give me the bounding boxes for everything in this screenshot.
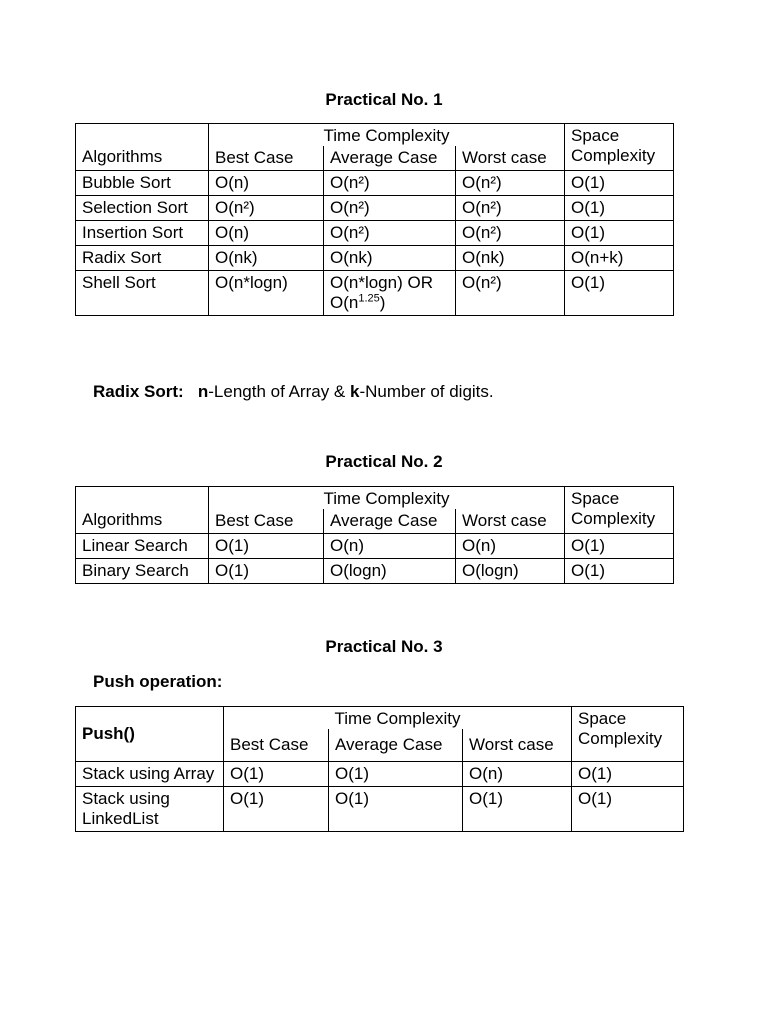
cell-average: O(1) bbox=[329, 762, 463, 787]
header-algorithms: Algorithms bbox=[76, 487, 209, 534]
header-average-case: Average Case bbox=[324, 509, 456, 534]
row-name: Binary Search bbox=[76, 559, 209, 584]
header-space-complexity: Space Complexity bbox=[572, 707, 684, 762]
cell-average: O(1) bbox=[329, 787, 463, 832]
cell-space: O(1) bbox=[565, 196, 674, 221]
push-operation-subheading: Push operation: bbox=[93, 672, 223, 691]
table-row bbox=[76, 221, 674, 246]
cell-worst: O(logn) bbox=[456, 559, 565, 584]
row-name: Radix Sort bbox=[76, 246, 209, 271]
note-n-text: -Length of Array & bbox=[208, 382, 350, 401]
table-row bbox=[76, 762, 684, 787]
header-worst-case: Worst case bbox=[456, 509, 565, 534]
header-average-case: Average Case bbox=[324, 146, 456, 171]
header-push: Push() bbox=[76, 707, 224, 762]
cell-space: O(1) bbox=[572, 787, 684, 832]
cell-best: O(1) bbox=[209, 534, 324, 559]
cell-average: O(n²) bbox=[324, 221, 456, 246]
cell-worst: O(n²) bbox=[456, 171, 565, 196]
header-time-complexity: Time Complexity bbox=[224, 707, 572, 730]
cell-average: O(nk) bbox=[324, 246, 456, 271]
practical-2-title: Practical No. 2 bbox=[325, 452, 443, 471]
practical-3-title: Practical No. 3 bbox=[325, 637, 443, 656]
header-time-complexity: Time Complexity bbox=[209, 487, 565, 510]
practical-1-title: Practical No. 1 bbox=[325, 90, 443, 109]
practical-3-table bbox=[75, 706, 684, 832]
header-best-case: Best Case bbox=[209, 146, 324, 171]
cell-average: O(n²) bbox=[324, 171, 456, 196]
row-name: Selection Sort bbox=[76, 196, 209, 221]
cell-worst: O(nk) bbox=[456, 246, 565, 271]
row-name: Stack using LinkedList bbox=[76, 787, 224, 832]
practical-2-table bbox=[75, 486, 674, 584]
radix-sort-note bbox=[93, 382, 494, 402]
row-name: Shell Sort bbox=[76, 271, 209, 316]
cell-worst: O(n²) bbox=[456, 221, 565, 246]
cell-space: O(1) bbox=[565, 559, 674, 584]
cell-space: O(n+k) bbox=[565, 246, 674, 271]
cell-best: O(n) bbox=[209, 221, 324, 246]
cell-best: O(nk) bbox=[209, 246, 324, 271]
table-row bbox=[76, 271, 674, 316]
average-line-2 bbox=[330, 293, 449, 313]
average-exponent: 1.25 bbox=[358, 292, 380, 305]
cell-worst: O(n²) bbox=[456, 196, 565, 221]
cell-best: O(1) bbox=[209, 559, 324, 584]
cell-average: O(logn) bbox=[324, 559, 456, 584]
average-line-1: O(n*logn) OR bbox=[330, 273, 433, 292]
table-header-row bbox=[76, 707, 684, 730]
cell-worst: O(1) bbox=[463, 787, 572, 832]
table-row bbox=[76, 787, 684, 832]
note-label: Radix Sort: bbox=[93, 382, 184, 401]
header-time-complexity: Time Complexity bbox=[209, 124, 565, 147]
cell-best: O(1) bbox=[224, 762, 329, 787]
cell-space: O(1) bbox=[572, 762, 684, 787]
table-row bbox=[76, 196, 674, 221]
header-space-complexity: Space Complexity bbox=[565, 124, 674, 171]
cell-space: O(1) bbox=[565, 271, 674, 316]
cell-space: O(1) bbox=[565, 221, 674, 246]
cell-worst: O(n) bbox=[463, 762, 572, 787]
cell-space: O(1) bbox=[565, 171, 674, 196]
note-n: n bbox=[197, 382, 209, 401]
cell-worst: O(n²) bbox=[456, 271, 565, 316]
cell-average: O(n²) bbox=[324, 196, 456, 221]
cell-best: O(n) bbox=[209, 171, 324, 196]
table-header-row bbox=[76, 124, 674, 147]
table-row bbox=[76, 246, 674, 271]
note-k: k bbox=[350, 382, 360, 401]
header-algorithms: Algorithms bbox=[76, 124, 209, 171]
cell-best: O(1) bbox=[224, 787, 329, 832]
average-base: O(n bbox=[330, 293, 359, 312]
table-row bbox=[76, 534, 674, 559]
row-name: Linear Search bbox=[76, 534, 209, 559]
note-k-text: -Number of digits. bbox=[359, 382, 494, 401]
cell-space: O(1) bbox=[565, 534, 674, 559]
cell-best: O(n²) bbox=[209, 196, 324, 221]
cell-best: O(n*logn) bbox=[209, 271, 324, 316]
table-row bbox=[76, 171, 674, 196]
header-best-case: Best Case bbox=[224, 729, 329, 762]
cell-average: O(n) bbox=[324, 534, 456, 559]
header-worst-case: Worst case bbox=[456, 146, 565, 171]
header-space-complexity: Space Complexity bbox=[565, 487, 674, 534]
row-name: Bubble Sort bbox=[76, 171, 209, 196]
header-worst-case: Worst case bbox=[463, 729, 572, 762]
practical-1-table bbox=[75, 123, 674, 316]
cell-average bbox=[324, 271, 456, 316]
average-close: ) bbox=[379, 293, 386, 312]
header-average-case: Average Case bbox=[329, 729, 463, 762]
table-row bbox=[76, 559, 674, 584]
row-name: Insertion Sort bbox=[76, 221, 209, 246]
cell-worst: O(n) bbox=[456, 534, 565, 559]
row-name: Stack using Array bbox=[76, 762, 224, 787]
header-best-case: Best Case bbox=[209, 509, 324, 534]
table-header-row bbox=[76, 487, 674, 510]
